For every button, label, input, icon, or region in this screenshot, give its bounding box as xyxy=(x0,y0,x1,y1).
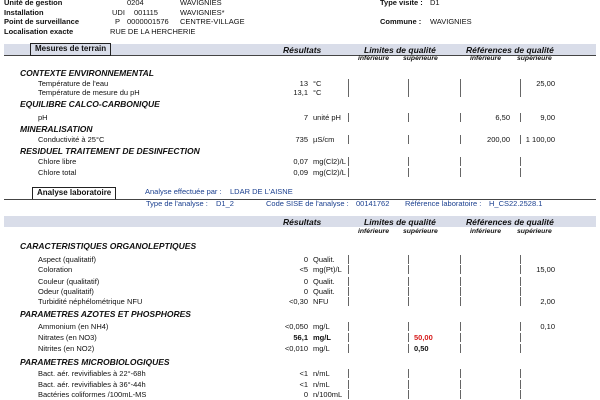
cell-divider xyxy=(408,380,409,389)
cell-divider xyxy=(408,369,409,378)
cell-divider xyxy=(520,168,521,177)
terrain-section-title: Mesures de terrain xyxy=(30,43,111,56)
cell-divider xyxy=(520,333,521,342)
cell-divider xyxy=(460,322,461,331)
param-label: Chlore total xyxy=(38,168,77,177)
param-unit: unité pH xyxy=(313,113,341,122)
section-heading: RESIDUEL TRAITEMENT DE DESINFECTION xyxy=(20,146,200,156)
labo-sub-inferieure2: inférieure xyxy=(470,228,501,235)
cell-divider xyxy=(520,287,521,296)
point-value: CENTRE-VILLAGE xyxy=(180,17,245,26)
param-unit: Qualit. xyxy=(313,277,335,286)
param-value: 0 xyxy=(303,255,308,264)
cell-divider xyxy=(348,277,349,286)
param-unit: °C xyxy=(313,79,322,88)
cell-divider xyxy=(460,255,461,264)
param-value: <1 xyxy=(299,380,308,389)
cell-divider xyxy=(460,390,461,399)
cell-divider xyxy=(408,88,409,97)
param-unit: mg/L xyxy=(313,322,330,331)
cell-divider xyxy=(348,380,349,389)
cell-divider xyxy=(348,390,349,399)
labo-col-resultats: Résultats xyxy=(283,217,322,227)
cell-divider xyxy=(408,390,409,399)
terrain-sub-superieure2: supérieure xyxy=(517,55,552,62)
section-heading: MINERALISATION xyxy=(20,124,93,134)
cell-divider xyxy=(348,344,349,353)
cell-divider xyxy=(460,88,461,97)
cell-divider xyxy=(520,322,521,331)
param-value: 0,09 xyxy=(293,168,308,177)
param-unit: Qualit. xyxy=(313,287,335,296)
cell-divider xyxy=(348,287,349,296)
cell-divider xyxy=(408,255,409,264)
labo-section-title: Analyse laboratoire xyxy=(32,187,116,200)
cell-divider xyxy=(520,135,521,144)
commune-value: WAVIGNIES xyxy=(430,17,472,26)
cell-divider xyxy=(408,344,409,353)
cell-divider xyxy=(348,113,349,122)
param-unit: µS/cm xyxy=(313,135,335,144)
terrain-sub-inferieure2: inférieure xyxy=(470,55,501,62)
type-visite-value: D1 xyxy=(430,0,440,7)
param-value: 7 xyxy=(303,113,308,122)
cell-divider xyxy=(520,255,521,264)
cell-divider xyxy=(408,277,409,286)
cell-divider xyxy=(460,369,461,378)
unite-value: WAVIGNIES xyxy=(180,0,222,7)
cell-divider xyxy=(408,297,409,306)
terrain-col-limites: Limites de qualité xyxy=(364,45,436,55)
cell-divider xyxy=(520,88,521,97)
cell-divider xyxy=(460,168,461,177)
cell-divider xyxy=(408,135,409,144)
param-label: Bact. aér. revivifiables à 36°-44h xyxy=(38,380,146,389)
reference-inferieure: 200,00 xyxy=(487,135,510,144)
cell-divider xyxy=(348,157,349,166)
param-unit: mg/L xyxy=(313,344,330,353)
param-value: <5 xyxy=(299,265,308,274)
param-label: Turbidité néphélométrique NFU xyxy=(38,297,143,306)
cell-divider xyxy=(520,390,521,399)
param-value: 0 xyxy=(303,287,308,296)
param-label: Bact. aér. revivifiables à 22°-68h xyxy=(38,369,146,378)
cell-divider xyxy=(460,113,461,122)
cell-divider xyxy=(460,344,461,353)
param-label: Odeur (qualitatif) xyxy=(38,287,94,296)
param-value: 13,1 xyxy=(293,88,308,97)
labo-col-limites: Limites de qualité xyxy=(364,217,436,227)
param-value: 735 xyxy=(295,135,308,144)
section-heading: EQUILIBRE CALCO-CARBONIQUE xyxy=(20,99,160,109)
cell-divider xyxy=(348,168,349,177)
terrain-col-references: Références de qualité xyxy=(466,45,554,55)
point-label: Point de surveillance xyxy=(4,17,80,26)
cell-divider xyxy=(460,287,461,296)
type-analyse-value: D1_2 xyxy=(216,199,234,208)
cell-divider xyxy=(408,265,409,274)
reference-superieure: 9,00 xyxy=(540,113,555,122)
cell-divider xyxy=(408,113,409,122)
terrain-col-resultats: Résultats xyxy=(283,45,322,55)
reference-superieure: 1 100,00 xyxy=(525,135,555,144)
cell-divider xyxy=(460,265,461,274)
localisation-label: Localisation exacte xyxy=(4,27,74,36)
limit-superieure: 50,00 xyxy=(414,333,433,342)
param-value: <1 xyxy=(299,369,308,378)
cell-divider xyxy=(520,79,521,88)
point-type: P xyxy=(115,17,121,26)
cell-divider xyxy=(408,79,409,88)
param-value: 56,1 xyxy=(293,333,308,342)
cell-divider xyxy=(520,277,521,286)
code-sise-label: Code SISE de l'analyse : xyxy=(266,199,349,208)
reference-superieure: 2,00 xyxy=(540,297,555,306)
cell-divider xyxy=(348,88,349,97)
point-code: 0000001576 xyxy=(127,17,169,26)
param-unit: mg(Pt)/L xyxy=(313,265,342,274)
cell-divider xyxy=(348,322,349,331)
code-sise-value: 00141762 xyxy=(356,199,390,208)
installation-code: 001115 xyxy=(134,8,158,17)
param-unit: mg/L xyxy=(313,333,331,342)
cell-divider xyxy=(348,79,349,88)
param-unit: n/mL xyxy=(313,380,330,389)
reference-superieure: 0,10 xyxy=(540,322,555,331)
param-label: pH xyxy=(38,113,48,122)
param-value: <0,30 xyxy=(289,297,308,306)
analyse-par-value: LDAR DE L'AISNE xyxy=(230,187,293,196)
param-unit: Qualit. xyxy=(313,255,335,264)
labo-col-references: Références de qualité xyxy=(466,217,554,227)
reference-superieure: 15,00 xyxy=(536,265,555,274)
localisation-value: RUE DE LA HERCHERIE xyxy=(110,27,196,36)
param-value: 13 xyxy=(299,79,308,88)
param-label: Couleur (qualitatif) xyxy=(38,277,100,286)
cell-divider xyxy=(408,157,409,166)
param-label: Ammonium (en NH4) xyxy=(38,322,109,331)
cell-divider xyxy=(520,344,521,353)
cell-divider xyxy=(520,369,521,378)
cell-divider xyxy=(520,297,521,306)
cell-divider xyxy=(520,380,521,389)
terrain-sub-inferieure: inférieure xyxy=(358,55,389,62)
reference-superieure: 25,00 xyxy=(536,79,555,88)
cell-divider xyxy=(460,380,461,389)
section-heading: CONTEXTE ENVIRONNEMENTAL xyxy=(20,68,154,78)
section-heading: PARAMETRES AZOTES ET PHOSPHORES xyxy=(20,309,191,319)
unite-code: 0204 xyxy=(127,0,144,7)
labo-sub-inferieure: inférieure xyxy=(358,228,389,235)
cell-divider xyxy=(348,297,349,306)
param-value: 0 xyxy=(303,277,308,286)
param-unit: mg(Cl2)/L xyxy=(313,168,346,177)
cell-divider xyxy=(460,157,461,166)
cell-divider xyxy=(408,322,409,331)
cell-divider xyxy=(460,297,461,306)
param-value: 0 xyxy=(303,390,308,399)
installation-value: WAVIGNIES* xyxy=(180,8,225,17)
cell-divider xyxy=(460,135,461,144)
param-label: Nitrites (en NO2) xyxy=(38,344,95,353)
cell-divider xyxy=(520,265,521,274)
param-label: Température de mesure du pH xyxy=(38,88,140,97)
cell-divider xyxy=(348,369,349,378)
cell-divider xyxy=(520,157,521,166)
param-value: <0,050 xyxy=(284,322,308,331)
cell-divider xyxy=(348,135,349,144)
cell-divider xyxy=(408,287,409,296)
param-label: Aspect (qualitatif) xyxy=(38,255,96,264)
commune-label: Commune : xyxy=(380,17,422,26)
param-unit: n/100mL xyxy=(313,390,343,399)
reference-inferieure: 6,50 xyxy=(495,113,510,122)
labo-sub-superieure2: supérieure xyxy=(517,228,552,235)
cell-divider xyxy=(460,79,461,88)
analyse-par-label: Analyse effectuée par : xyxy=(145,187,222,196)
type-visite-label: Type visite : xyxy=(380,0,423,7)
param-label: Bactéries coliformes /100mL-MS xyxy=(38,390,147,399)
cell-divider xyxy=(408,168,409,177)
labo-sub-superieure: supérieure xyxy=(403,228,438,235)
param-unit: mg(Cl2)/L xyxy=(313,157,346,166)
cell-divider xyxy=(520,113,521,122)
param-label: Température de l'eau xyxy=(38,79,109,88)
param-unit: °C xyxy=(313,88,322,97)
section-heading: PARAMETRES MICROBIOLOGIQUES xyxy=(20,357,170,367)
cell-divider xyxy=(348,255,349,264)
param-unit: NFU xyxy=(313,297,329,306)
installation-type: UDI xyxy=(112,8,125,17)
cell-divider xyxy=(460,277,461,286)
cell-divider xyxy=(348,333,349,342)
ref-labo-label: Référence laboratoire : xyxy=(405,199,482,208)
param-label: Coloration xyxy=(38,265,73,274)
ref-labo-value: H_CS22.2528.1 xyxy=(489,199,543,208)
param-label: Conductivité à 25°C xyxy=(38,135,105,144)
param-label: Nitrates (en NO3) xyxy=(38,333,97,342)
cell-divider xyxy=(408,333,409,342)
limit-superieure: 0,50 xyxy=(414,344,429,353)
param-value: <0,010 xyxy=(284,344,308,353)
param-label: Chlore libre xyxy=(38,157,77,166)
unite-label: Unité de gestion xyxy=(4,0,63,7)
cell-divider xyxy=(348,265,349,274)
section-heading: CARACTERISTIQUES ORGANOLEPTIQUES xyxy=(20,241,197,251)
installation-label: Installation xyxy=(4,8,44,17)
terrain-sub-superieure: supérieure xyxy=(403,55,438,62)
param-unit: n/mL xyxy=(313,369,330,378)
type-analyse-label: Type de l'analyse : xyxy=(146,199,208,208)
cell-divider xyxy=(460,333,461,342)
param-value: 0,07 xyxy=(293,157,308,166)
